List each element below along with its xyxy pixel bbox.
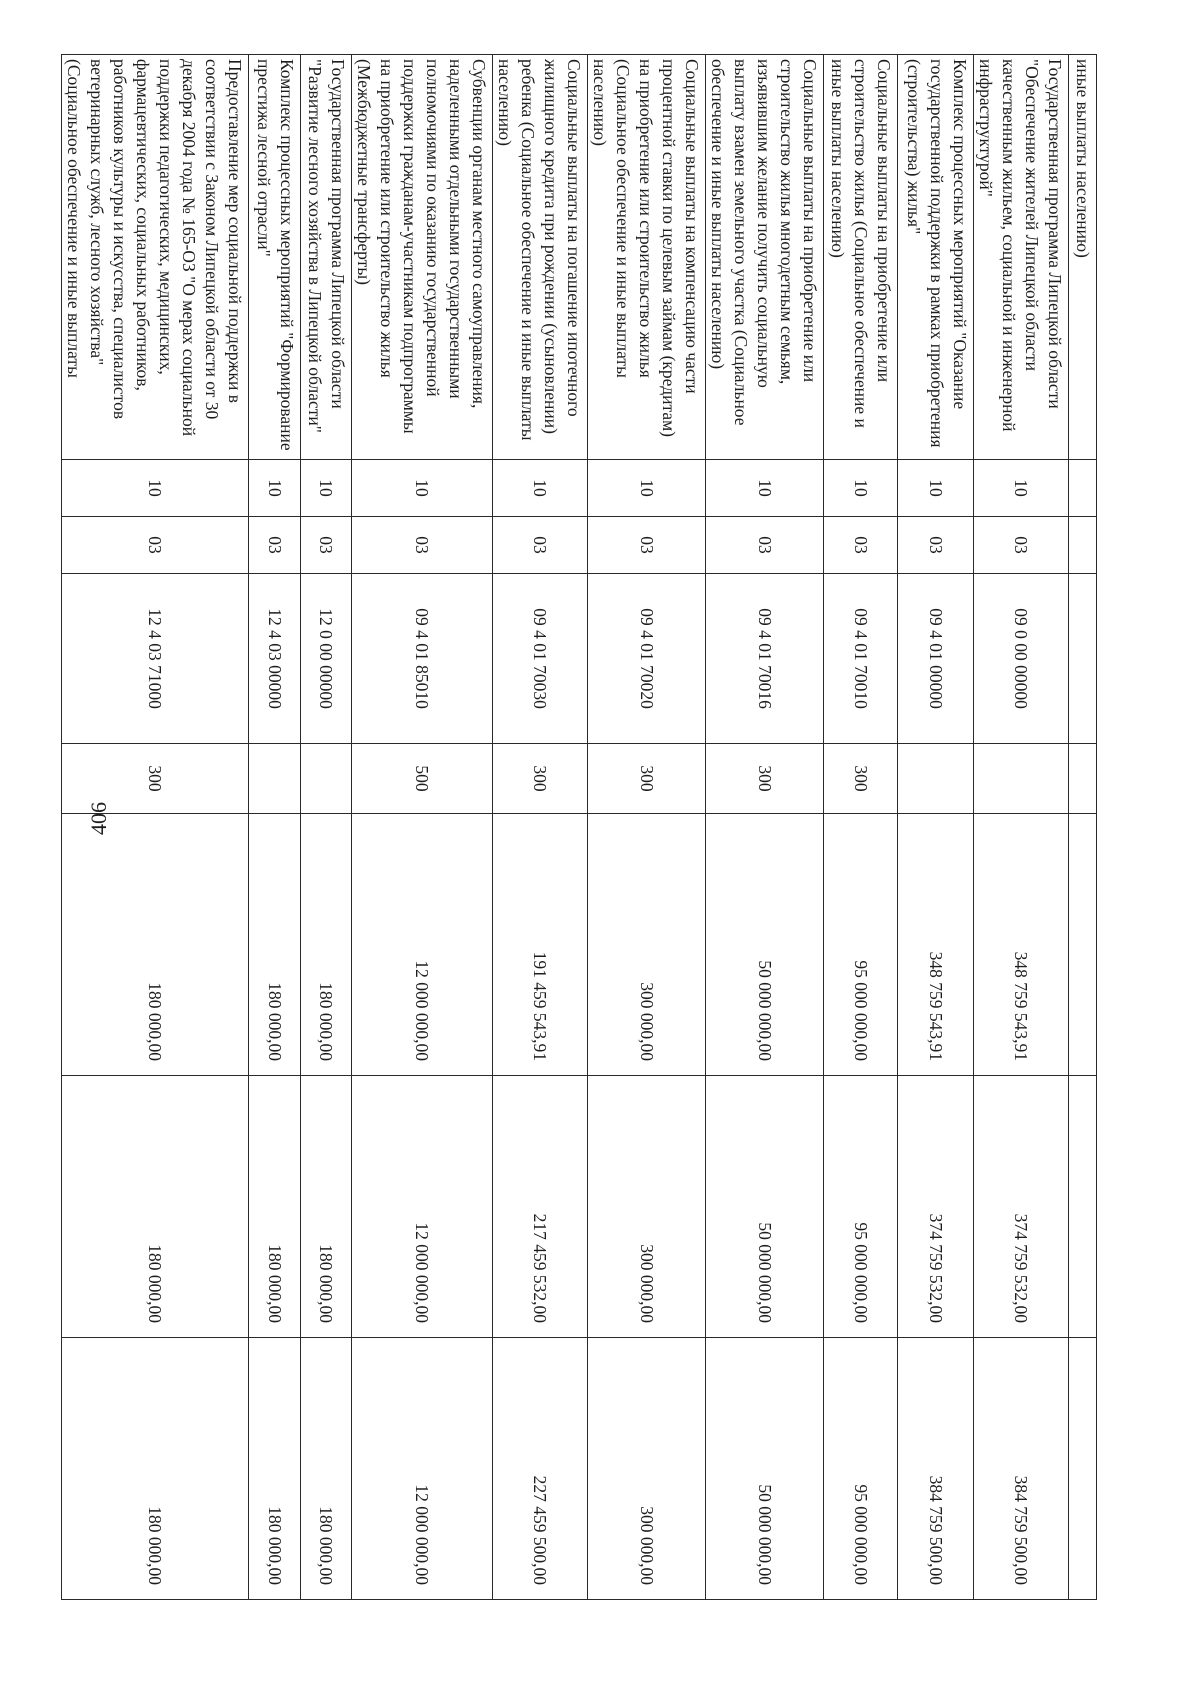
expense-type-code: [301, 744, 352, 814]
expense-type-code: 300: [588, 744, 706, 814]
amount-year-1: 12 000 000,00: [352, 814, 493, 1076]
table-row: [588, 55, 706, 1600]
section-code: 10: [62, 460, 249, 517]
section-code: 10: [588, 460, 706, 517]
amount-year-1: 180 000,00: [249, 814, 301, 1076]
amount-year-1: 180 000,00: [301, 814, 352, 1076]
amount-year-2: 374 759 532,00: [974, 1076, 1069, 1338]
target-article-code: 09 0 00 00000: [974, 574, 1069, 744]
amount-year-2: 374 759 532,00: [898, 1076, 974, 1338]
section-code: 10: [974, 460, 1069, 517]
section-code: 10: [352, 460, 493, 517]
target-article-code: 12 0 00 00000: [301, 574, 352, 744]
section-code: 10: [898, 460, 974, 517]
subsection-code: 03: [249, 517, 301, 574]
budget-table: [61, 54, 1097, 1600]
amount-year-1: 191 459 543,91: [493, 814, 588, 1076]
section-code: 10: [706, 460, 824, 517]
section-code: 10: [249, 460, 301, 517]
row-description: Социальные выплаты на компенсацию части процентной ставки по целевым займам (кредитам) на приобретение или строительство жилья (Социальное обеспечение и иные выплаты населению): [588, 55, 706, 460]
amount-year-1: 300 000,00: [588, 814, 706, 1076]
row-description: Социальные выплаты на приобретение или строительство жилья многодетным семьям, изъявившим желание получить социальную выплату взамен земельного участка (Социальное обеспечение и иные выплаты населению): [706, 55, 824, 460]
subsection-code: 03: [493, 517, 588, 574]
amount-year-3: 384 759 500,00: [974, 1338, 1069, 1600]
expense-type-code: 300: [62, 744, 249, 814]
table-row: [249, 55, 301, 1600]
amount-year-2: 180 000,00: [62, 1076, 249, 1338]
row-description: Комплекс процессных мероприятий "Оказание государственной поддержки в рамках приобретения (строительства) жилья": [898, 55, 974, 460]
amount-year-2: 50 000 000,00: [706, 1076, 824, 1338]
amount-year-3: 12 000 000,00: [352, 1338, 493, 1600]
amount-year-3: 227 459 500,00: [493, 1338, 588, 1600]
target-article-code: 12 4 03 71000: [62, 574, 249, 744]
subsection-code: 03: [588, 517, 706, 574]
row-description: иные выплаты населению): [1069, 55, 1097, 460]
amount-year-1: 348 759 543,91: [974, 814, 1069, 1076]
amount-year-2: 180 000,00: [301, 1076, 352, 1338]
table-body: [62, 55, 1097, 1600]
page-number: 406: [86, 802, 111, 835]
subsection-code: 03: [301, 517, 352, 574]
section-code: [1069, 460, 1097, 517]
amount-year-1: 348 759 543,91: [898, 814, 974, 1076]
amount-year-2: [1069, 1076, 1097, 1338]
amount-year-1: 50 000 000,00: [706, 814, 824, 1076]
amount-year-1: [1069, 814, 1097, 1076]
target-article-code: 09 4 01 70020: [588, 574, 706, 744]
amount-year-3: 50 000 000,00: [706, 1338, 824, 1600]
table-row: [824, 55, 898, 1600]
subsection-code: 03: [352, 517, 493, 574]
amount-year-3: 180 000,00: [249, 1338, 301, 1600]
table-row: [974, 55, 1069, 1600]
amount-year-3: 300 000,00: [588, 1338, 706, 1600]
target-article-code: 09 4 01 00000: [898, 574, 974, 744]
amount-year-2: 12 000 000,00: [352, 1076, 493, 1338]
expense-type-code: [898, 744, 974, 814]
target-article-code: 09 4 01 70016: [706, 574, 824, 744]
amount-year-2: 95 000 000,00: [824, 1076, 898, 1338]
section-code: 10: [493, 460, 588, 517]
target-article-code: [1069, 574, 1097, 744]
expense-type-code: 500: [352, 744, 493, 814]
table-row: [352, 55, 493, 1600]
amount-year-3: 384 759 500,00: [898, 1338, 974, 1600]
amount-year-3: 180 000,00: [301, 1338, 352, 1600]
subsection-code: 03: [706, 517, 824, 574]
amount-year-3: [1069, 1338, 1097, 1600]
table-row: [706, 55, 824, 1600]
table-row: [301, 55, 352, 1600]
table-row: [1069, 55, 1097, 1600]
expense-type-code: [974, 744, 1069, 814]
row-description: Социальные выплаты на погашение ипотечного жилищного кредита при рождении (усыновлении) ребенка (Социальное обеспечение и иные выплаты населению): [493, 55, 588, 460]
expense-type-code: 300: [706, 744, 824, 814]
expense-type-code: [1069, 744, 1097, 814]
amount-year-1: 180 000,00: [62, 814, 249, 1076]
row-description: Комплекс процессных мероприятий "Формирование престижа лесной отрасли": [249, 55, 301, 460]
row-description: Государственная программа Липецкой области "Развитие лесного хозяйства в Липецкой области": [301, 55, 352, 460]
amount-year-2: 180 000,00: [249, 1076, 301, 1338]
target-article-code: 09 4 01 70010: [824, 574, 898, 744]
target-article-code: 09 4 01 70030: [493, 574, 588, 744]
target-article-code: 12 4 03 00000: [249, 574, 301, 744]
amount-year-2: 300 000,00: [588, 1076, 706, 1338]
subsection-code: 03: [974, 517, 1069, 574]
table-row: [62, 55, 249, 1600]
subsection-code: 03: [898, 517, 974, 574]
table-row: [493, 55, 588, 1600]
amount-year-3: 180 000,00: [62, 1338, 249, 1600]
row-description: Социальные выплаты на приобретение или строительство жилья (Социальное обеспечение и иные выплаты населению): [824, 55, 898, 460]
expense-type-code: 300: [493, 744, 588, 814]
amount-year-2: 217 459 532,00: [493, 1076, 588, 1338]
row-description: Предоставление мер социальной поддержки в соответствии с Законом Липецкой области от 30 декабря 2004 года № 165-ОЗ "О мерах социальной поддержки педагогических, медицинских, фармацевтических, социальных работников, работников культуры и искусства, специалистов ветеринарных служб, лесного хозяйства" (Социальное обеспечение и иные выплаты: [62, 55, 249, 460]
subsection-code: 03: [824, 517, 898, 574]
subsection-code: [1069, 517, 1097, 574]
subsection-code: 03: [62, 517, 249, 574]
table-row: [898, 55, 974, 1600]
amount-year-1: 95 000 000,00: [824, 814, 898, 1076]
section-code: 10: [301, 460, 352, 517]
amount-year-3: 95 000 000,00: [824, 1338, 898, 1600]
row-description: Государственная программа Липецкой области "Обеспечение жителей Липецкой области качественным жильем, социальной и инженерной инфраструктурой": [974, 55, 1069, 460]
target-article-code: 09 4 01 85010: [352, 574, 493, 744]
row-description: Субвенции органам местного самоуправления, наделенными отдельными государственными полномочиями по оказанию государственной поддержки гражданам-участникам подпрограммы на приобретение или строительство жилья (Межбюджетные трансферты): [352, 55, 493, 460]
expense-type-code: [249, 744, 301, 814]
section-code: 10: [824, 460, 898, 517]
expense-type-code: 300: [824, 744, 898, 814]
